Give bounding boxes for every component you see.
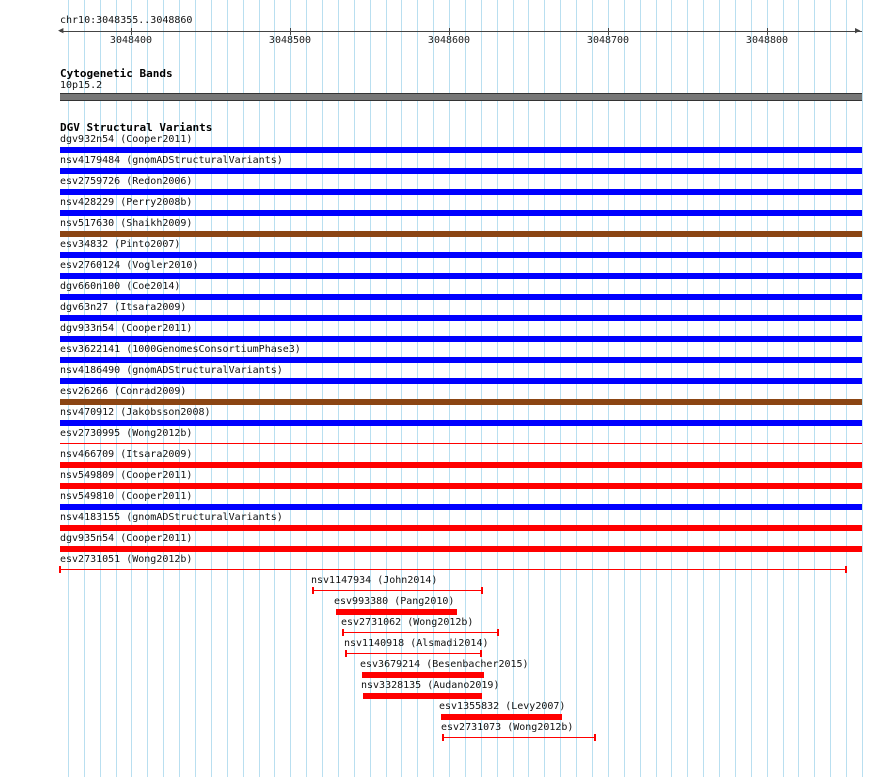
grid-line [290,0,291,777]
ruler-tick-label: 3048600 [427,35,471,46]
variant-whisker-cap [481,587,483,594]
ruler-tick [767,28,768,35]
variant-bar[interactable] [60,378,862,384]
variant-label[interactable]: esv2731062 (Wong2012b) [341,617,474,628]
variant-whisker-cap [845,566,847,573]
grid-line [227,0,228,777]
variant-label[interactable]: esv2730995 (Wong2012b) [60,428,193,439]
grid-line [846,0,847,777]
variant-label[interactable]: dgv935n54 (Cooper2011) [60,533,193,544]
ruler-tick-label: 3048500 [268,35,312,46]
variant-whisker-cap [312,587,314,594]
variant-label[interactable]: dgv63n27 (Itsara2009) [60,302,187,313]
grid-line [338,0,339,777]
variant-label[interactable]: esv3679214 (Besenbacher2015) [360,659,529,670]
variant-whisker-cap [345,650,347,657]
variant-label[interactable]: dgv933n54 (Cooper2011) [60,323,193,334]
cytoband-bar[interactable] [60,93,862,101]
variant-bar[interactable] [60,399,862,405]
variant-bar[interactable] [60,315,862,321]
variant-label[interactable]: nsv466709 (Itsara2009) [60,449,193,460]
grid-line [751,0,752,777]
variant-label[interactable]: esv993380 (Pang2010) [334,596,455,607]
ruler-tick [449,28,450,35]
variant-bar[interactable] [60,294,862,300]
variant-bar[interactable] [441,714,562,720]
variant-whisker-cap [442,734,444,741]
ruler-line [60,31,862,32]
variant-bar[interactable] [363,693,482,699]
variant-label[interactable]: nsv549809 (Cooper2011) [60,470,193,481]
grid-line [259,0,260,777]
grid-line [322,0,323,777]
ruler-range-label: chr10:3048355..3048860 [60,15,193,26]
variant-label[interactable]: nsv4186490 (gnomADStructuralVariants) [60,365,283,376]
variant-bar[interactable] [60,336,862,342]
variant-label[interactable]: nsv428229 (Perry2008b) [60,197,193,208]
variant-label[interactable]: nsv3328135 (Audano2019) [361,680,500,691]
grid-line [735,0,736,777]
grid-line [862,0,863,777]
grid-line [767,0,768,777]
variant-label[interactable]: nsv517630 (Shaikh2009) [60,218,193,229]
variant-label[interactable]: esv34832 (Pinto2007) [60,239,181,250]
grid-line [544,0,545,777]
grid-line [354,0,355,777]
variant-bar[interactable] [60,147,862,153]
variant-bar[interactable] [60,189,862,195]
ruler-right-arrow-icon: ▶ [855,26,861,36]
variant-bar[interactable] [362,672,484,678]
variant-whisker-cap [59,566,61,573]
ruler-tick-label: 3048700 [586,35,630,46]
variant-label[interactable]: dgv932n54 (Cooper2011) [60,134,193,145]
grid-line [830,0,831,777]
grid-line [306,0,307,777]
variant-label[interactable]: esv2731051 (Wong2012b) [60,554,193,565]
ruler-left-arrow-icon: ◀ [58,26,64,36]
grid-line [608,0,609,777]
grid-line [592,0,593,777]
variant-label[interactable]: nsv4183155 (gnomADStructuralVariants) [60,512,283,523]
grid-line [576,0,577,777]
variant-label[interactable]: nsv549810 (Cooper2011) [60,491,193,502]
variant-bar[interactable] [60,483,862,489]
variant-label[interactable]: esv2760124 (Vogler2010) [60,260,199,271]
variant-bar[interactable] [336,609,457,615]
variant-label[interactable]: esv3622141 (1000GenomesConsortiumPhase3) [60,344,301,355]
ruler-tick [608,28,609,35]
ruler-tick-label: 3048400 [109,35,153,46]
variant-label[interactable]: dgv660n100 (Coe2014) [60,281,181,292]
variant-whisker-cap [497,629,499,636]
variant-bar[interactable] [60,252,862,258]
cytoband-label: 10p15.2 [60,80,103,91]
variant-bar[interactable] [60,420,862,426]
grid-line [640,0,641,777]
variant-label[interactable]: esv26266 (Conrad2009) [60,386,187,397]
variant-bar[interactable] [60,273,862,279]
variant-whisker-cap [342,629,344,636]
variant-bar[interactable] [60,168,862,174]
variant-whisker-cap [594,734,596,741]
variant-label[interactable]: esv2759726 (Redon2006) [60,176,193,187]
grid-line [656,0,657,777]
variant-whisker-cap [480,650,482,657]
grid-line [195,0,196,777]
variant-label[interactable]: nsv1147934 (John2014) [311,575,438,586]
grid-line [560,0,561,777]
variant-whisker-line[interactable] [343,632,498,633]
grid-line [687,0,688,777]
grid-line [783,0,784,777]
cytogenetic-bands-title: Cytogenetic Bands [60,67,173,80]
variant-label[interactable]: esv1355832 (Levy2007) [439,701,566,712]
variant-label[interactable]: nsv1140918 (Alsmadi2014) [344,638,489,649]
grid-line [624,0,625,777]
ruler-tick-label: 3048800 [745,35,789,46]
variant-label[interactable]: nsv470912 (Jakobsson2008) [60,407,211,418]
variant-bar[interactable] [60,462,862,468]
variant-bar[interactable] [60,546,862,552]
variant-bar[interactable] [60,525,862,531]
variant-bar[interactable] [60,231,862,237]
grid-line [798,0,799,777]
grid-line [243,0,244,777]
grid-line [211,0,212,777]
ruler-tick [131,28,132,35]
variant-whisker-line[interactable] [443,737,595,738]
grid-line [703,0,704,777]
variant-bar[interactable] [60,504,862,510]
variant-bar[interactable] [60,357,862,363]
dgv-track-title: DGV Structural Variants [60,121,213,134]
grid-line [274,0,275,777]
variant-bar[interactable] [60,443,862,444]
grid-line [671,0,672,777]
grid-line [719,0,720,777]
variant-label[interactable]: nsv4179484 (gnomADStructuralVariants) [60,155,283,166]
variant-whisker-line[interactable] [346,653,481,654]
variant-whisker-line[interactable] [313,590,482,591]
grid-line [814,0,815,777]
variant-bar[interactable] [60,210,862,216]
variant-whisker-line[interactable] [60,569,846,570]
variant-label[interactable]: esv2731073 (Wong2012b) [441,722,574,733]
ruler-tick [290,28,291,35]
